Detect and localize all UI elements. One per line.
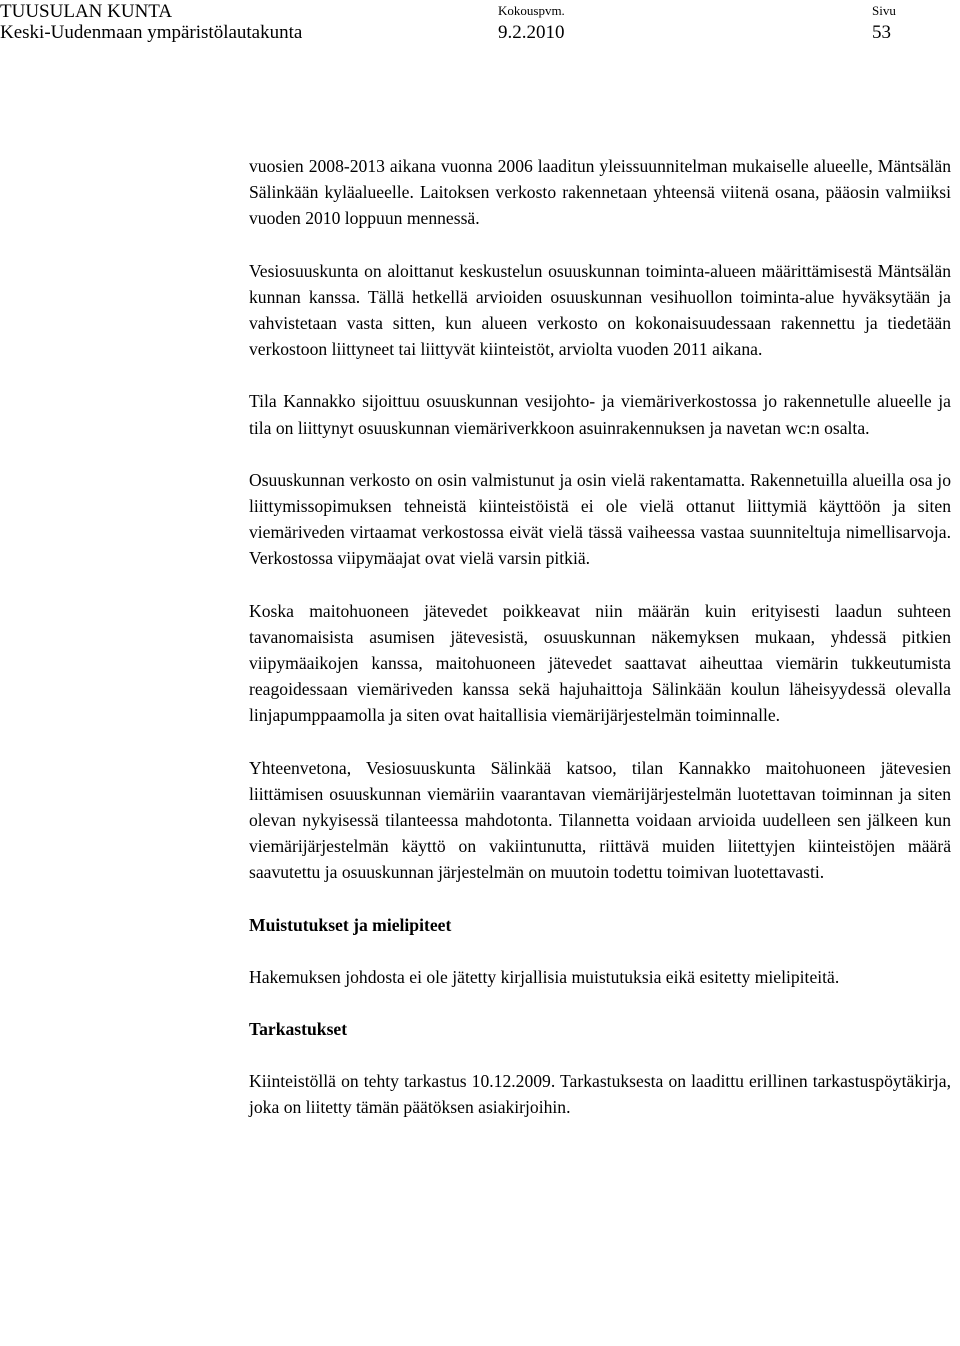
meeting-date: 9.2.2010 (498, 22, 565, 43)
paragraph-8: Kiinteistöllä on tehty tarkastus 10.12.2009. Tarkastuksesta on laadittu erillinen tarkastuspöytäkirja, joka on liitetty tämän päätöksen asiakirjoihin. (249, 1071, 951, 1118)
page-header (0, 0, 960, 52)
page-number: 53 (872, 22, 891, 43)
document-body (249, 153, 951, 1147)
paragraph-2: Vesiosuuskunta on aloittanut keskustelun osuuskunnan toiminta-alueen määrittämisestä Mäntsälän kunnan kanssa. Tällä hetkellä arvioiden osuuskunnan vesihuollon toiminta-alue hyväksytään ja vahvistetaan vasta sitten, kun alueen verkosto on kokonaisuudessaan rakennettu ja tiedetään verkostoon liittyneet tai liittyvät kiinteistöt, arviolta vuoden 2011 aikana. (249, 260, 951, 360)
paragraph-1: vuosien 2008-2013 aikana vuonna 2006 laaditun yleissuunnitelman mukaiselle alueelle, Mäntsälän Sälinkään kyläalueelle. Laitoksen verkosto rakennetaan yhteensä viitenä osana, pääosin valmiiksi vuoden 2010 loppuun mennessä. (249, 156, 951, 229)
section-heading-inspections: Tarkastukset (249, 1019, 348, 1040)
section-heading-statements: Muistutukset ja mielipiteet (249, 914, 452, 935)
paragraph-6: Yhteenvetona, Vesiosuuskunta Sälinkää katsoo, tilan Kannakko maitohuoneen jätevesien liittämisen osuuskunnan viemäriin vaarantavan viemärijärjestelmän luotettavan toiminnan ja siten olevan nykyisessä tilanteessa mahdotonta. Tilannetta voidaan arvioida uudelleen sen jälkeen kun viemärijärjestelmän käyttö on vakiintunutta, riittävä muiden liitettyjen kiinteistöjen määrä saavutettu ja osuuskunnan järjestelmän on muutoin todettu toimivan luotettavasti. (249, 757, 951, 883)
page-label: Sivu (872, 3, 896, 18)
paragraph-5: Koska maitohuoneen jätevedet poikkeavat niin määrän kuin erityisesti laadun suhteen tavanomaisista asumisen jätevesistä, osuuskunnan näkemyksen mukaan, yhdessä pitkien viipymäaikojen kanssa, maitohuoneen jätevedet saattavat aiheuttaa viemärin tukkeutumista reagoidessaan viemäriveden kanssa sekä hajuhaittoja Sälinkään koulun läheisyydessä olevalla linjapumppaamolla ja siten ovat haitallisia viemärijärjestelmän toiminnalle. (249, 600, 951, 726)
meeting-date-label: Kokouspvm. (498, 3, 565, 18)
paragraph-7: Hakemuksen johdosta ei ole jätetty kirjallisia muistutuksia eikä esitetty mielipiteitä. (249, 966, 840, 987)
paragraph-3: Tila Kannakko sijoittuu osuuskunnan vesijohto- ja viemäriverkostossa jo rakennetulle alueelle ja tila on liittynyt osuuskunnan viemäriverkkoon asuinrakennuksen ja navetan wc:n osalta. (249, 391, 951, 438)
organization-name: TUUSULAN KUNTA (0, 1, 173, 22)
board-name: Keski-Uudenmaan ympäristölautakunta (0, 22, 303, 43)
paragraph-4: Osuuskunnan verkosto on osin valmistunut ja osin vielä rakentamatta. Rakennetuilla alueilla osa jo liittymissopimuksen tehneistä kiinteistöistä ei ole vielä ottanut liittymiä käyttöön ja siten viemäriveden virtaamat verkostossa eivät vielä tässä vaiheessa vastaa suunniteltuja nimellisarvoja. Verkostossa viipymäajat ovat vielä varsin pitkiä. (249, 469, 951, 569)
